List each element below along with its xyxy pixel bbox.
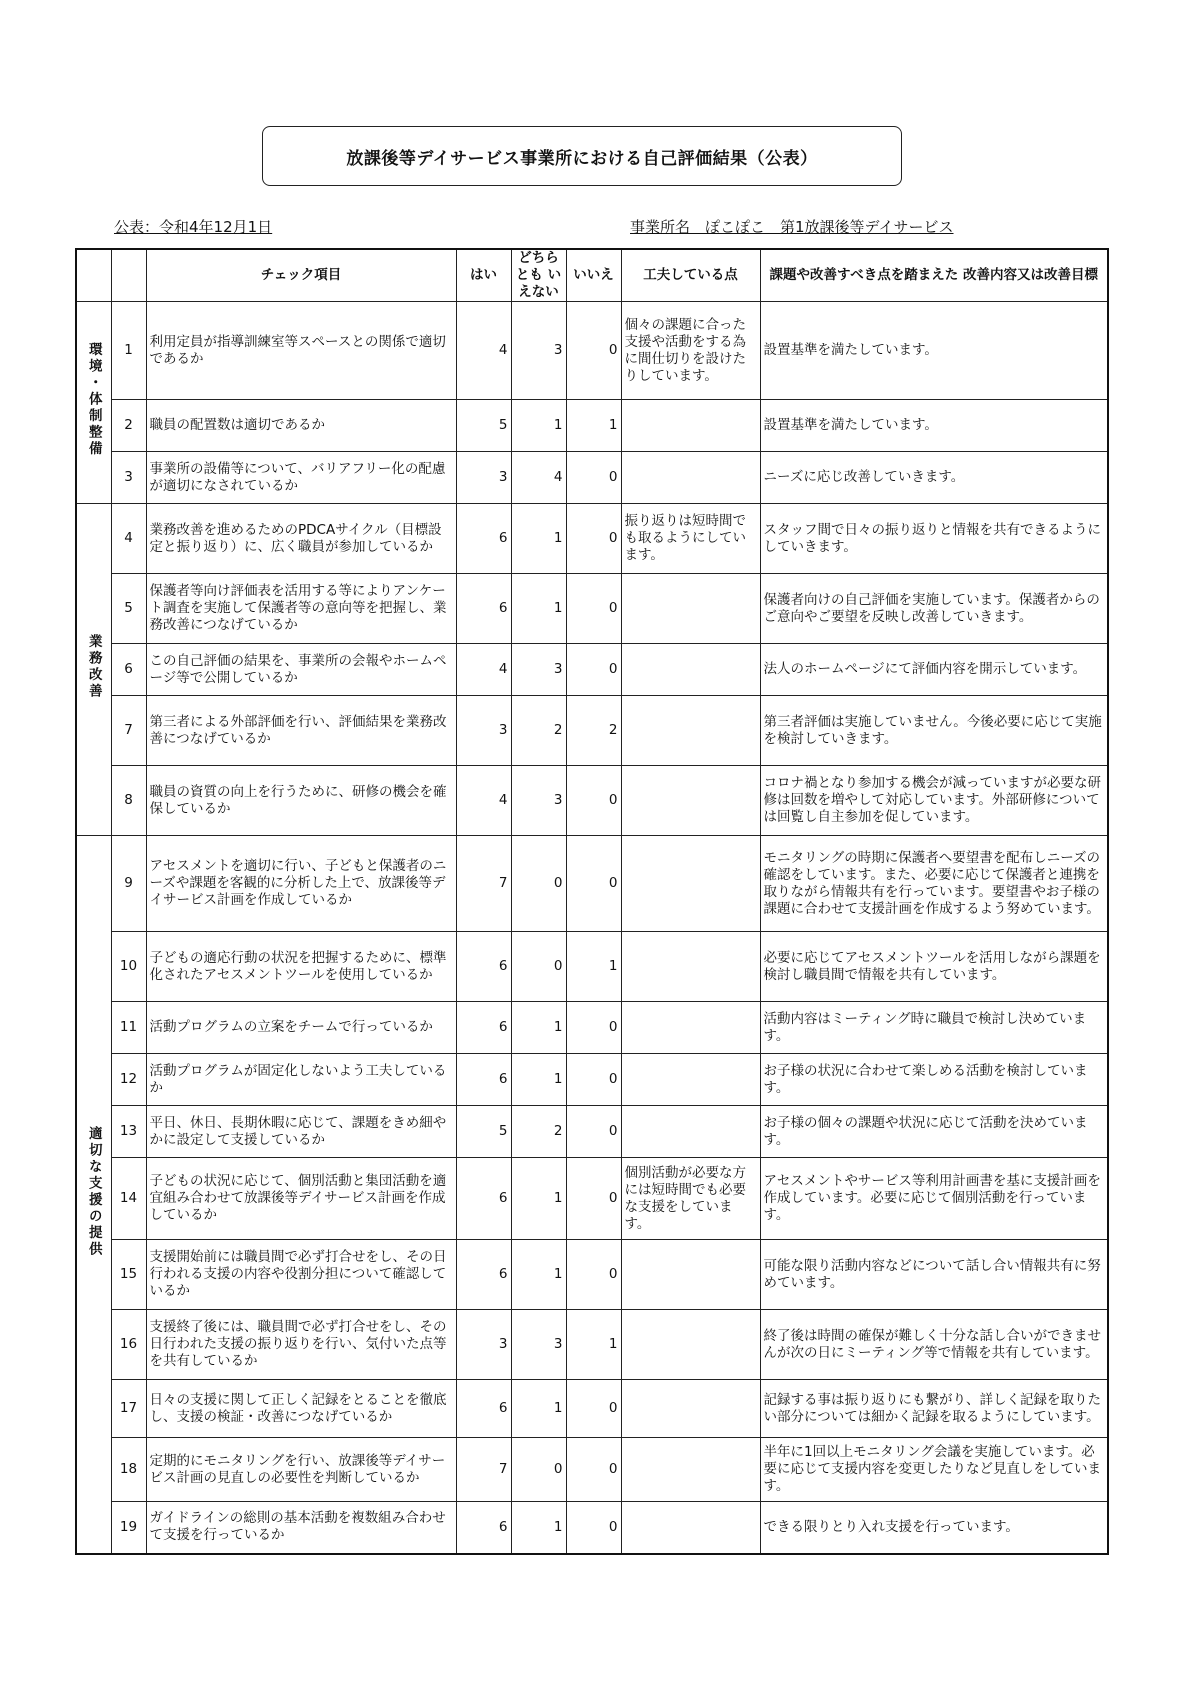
count-neither: 1 <box>511 574 566 644</box>
header-no: いいえ <box>566 249 621 302</box>
count-neither: 1 <box>511 1380 566 1438</box>
count-no: 0 <box>566 1438 621 1502</box>
table-row <box>76 1502 1108 1554</box>
row-number: 11 <box>111 1002 146 1054</box>
row-number: 10 <box>111 932 146 1002</box>
improvement-text: 第三者評価は実施していません。今後必要に応じて実施を検討していきます。 <box>760 696 1108 766</box>
count-no: 0 <box>566 302 621 400</box>
page-title: 放課後等デイサービス事業所における自己評価結果（公表） <box>262 126 902 186</box>
check-item: 支援終了後には、職員間で必ず打合せをし、その日行われた支援の振り返りを行い、気付いた点等を共有しているか <box>146 1310 456 1380</box>
row-number: 4 <box>111 504 146 574</box>
check-item: 業務改善を進めるためのPDCAサイクル（目標設定と振り返り）に、広く職員が参加しているか <box>146 504 456 574</box>
count-no: 0 <box>566 1380 621 1438</box>
check-item: 職員の配置数は適切であるか <box>146 400 456 452</box>
row-number: 12 <box>111 1054 146 1106</box>
count-yes: 3 <box>456 696 511 766</box>
count-neither: 2 <box>511 1106 566 1158</box>
table-row <box>76 1380 1108 1438</box>
check-item: 利用定員が指導訓練室等スペースとの関係で適切であるか <box>146 302 456 400</box>
count-no: 0 <box>566 836 621 932</box>
table-body <box>76 302 1108 1554</box>
improvement-text: 保護者向けの自己評価を実施しています。保護者からのご意向やご要望を反映し改善していきます。 <box>760 574 1108 644</box>
count-neither: 1 <box>511 1054 566 1106</box>
improvement-text: スタッフ間で日々の振り返りと情報を共有できるようにしていきます。 <box>760 504 1108 574</box>
improvement-text: 設置基準を満たしています。 <box>760 302 1108 400</box>
effort-text <box>621 1106 760 1158</box>
row-number: 13 <box>111 1106 146 1158</box>
count-no: 0 <box>566 1240 621 1310</box>
check-item: 日々の支援に関して正しく記録をとることを徹底し、支援の検証・改善につなげているか <box>146 1380 456 1438</box>
table-row <box>76 302 1108 400</box>
row-number: 9 <box>111 836 146 932</box>
header-yes: はい <box>456 249 511 302</box>
improvement-text: 記録する事は振り返りにも繋がり、詳しく記録を取りたい部分については細かく記録を取るようにしています。 <box>760 1380 1108 1438</box>
count-no: 0 <box>566 766 621 836</box>
count-neither: 1 <box>511 1502 566 1554</box>
count-neither: 0 <box>511 932 566 1002</box>
count-neither: 3 <box>511 302 566 400</box>
count-neither: 2 <box>511 696 566 766</box>
count-yes: 6 <box>456 504 511 574</box>
effort-text <box>621 1002 760 1054</box>
improvement-text: お子様の状況に合わせて楽しめる活動を検討しています。 <box>760 1054 1108 1106</box>
count-no: 0 <box>566 1158 621 1240</box>
count-no: 0 <box>566 504 621 574</box>
count-neither: 3 <box>511 766 566 836</box>
improvement-text: コロナ禍となり参加する機会が減っていますが必要な研修は回数を増やして対応しています。外部研修については回覧し自主参加を促しています。 <box>760 766 1108 836</box>
count-neither: 3 <box>511 1310 566 1380</box>
count-no: 1 <box>566 1310 621 1380</box>
row-number: 5 <box>111 574 146 644</box>
effort-text <box>621 400 760 452</box>
effort-text <box>621 932 760 1002</box>
count-yes: 3 <box>456 1310 511 1380</box>
check-item: 子どもの適応行動の状況を把握するために、標準化されたアセスメントツールを使用しているか <box>146 932 456 1002</box>
row-number: 16 <box>111 1310 146 1380</box>
table-header-row <box>76 249 1108 302</box>
table-row <box>76 1310 1108 1380</box>
effort-text <box>621 1054 760 1106</box>
header-number <box>111 249 146 302</box>
improvement-text: 終了後は時間の確保が難しく十分な話し合いができませんが次の日にミーティング等で情報を共有しています。 <box>760 1310 1108 1380</box>
header-effort: 工夫している点 <box>621 249 760 302</box>
count-neither: 3 <box>511 644 566 696</box>
effort-text <box>621 1310 760 1380</box>
header-comment: 課題や改善すべき点を踏まえた 改善内容又は改善目標 <box>760 249 1108 302</box>
check-item: 活動プログラムの立案をチームで行っているか <box>146 1002 456 1054</box>
count-yes: 4 <box>456 302 511 400</box>
count-neither: 1 <box>511 504 566 574</box>
effort-text <box>621 696 760 766</box>
row-number: 3 <box>111 452 146 504</box>
count-yes: 6 <box>456 1502 511 1554</box>
count-yes: 6 <box>456 1002 511 1054</box>
improvement-text: 法人のホームページにて評価内容を開示しています。 <box>760 644 1108 696</box>
improvement-text: ニーズに応じ改善していきます。 <box>760 452 1108 504</box>
improvement-text: 可能な限り活動内容などについて話し合い情報共有に努めています。 <box>760 1240 1108 1310</box>
table-row <box>76 644 1108 696</box>
header-neither: どちらとも いえない <box>511 249 566 302</box>
row-number: 8 <box>111 766 146 836</box>
check-item: 子どもの状況に応じて、個別活動と集団活動を適宜組み合わせて放課後等デイサービス計画を作成しているか <box>146 1158 456 1240</box>
count-yes: 7 <box>456 836 511 932</box>
count-no: 0 <box>566 1502 621 1554</box>
category-cell <box>76 302 111 504</box>
header-item: チェック項目 <box>146 249 456 302</box>
improvement-text: モニタリングの時期に保護者へ要望書を配布しニーズの確認をしています。また、必要に応じて保護者と連携を取りながら情報共有を行っています。要望書やお子様の課題に合わせて支援計画を作成するよう努めています。 <box>760 836 1108 932</box>
row-number: 2 <box>111 400 146 452</box>
count-neither: 0 <box>511 1438 566 1502</box>
table-row <box>76 400 1108 452</box>
row-number: 18 <box>111 1438 146 1502</box>
table-row <box>76 1158 1108 1240</box>
publish-date: 公表：令和4年12月1日 <box>114 218 273 236</box>
count-neither: 1 <box>511 1240 566 1310</box>
table-row <box>76 1240 1108 1310</box>
check-item: 支援開始前には職員間で必ず打合せをし、その日行われる支援の内容や役割分担について確認しているか <box>146 1240 456 1310</box>
count-neither: 1 <box>511 1002 566 1054</box>
count-no: 0 <box>566 452 621 504</box>
check-item: 活動プログラムが固定化しないよう工夫しているか <box>146 1054 456 1106</box>
count-yes: 6 <box>456 1240 511 1310</box>
table-row <box>76 696 1108 766</box>
check-item: 事業所の設備等について、バリアフリー化の配慮が適切になされているか <box>146 452 456 504</box>
improvement-text: 設置基準を満たしています。 <box>760 400 1108 452</box>
count-yes: 6 <box>456 574 511 644</box>
table-row <box>76 932 1108 1002</box>
count-no: 0 <box>566 1002 621 1054</box>
effort-text: 個々の課題に合った支援や活動をする為に間仕切りを設けたりしています。 <box>621 302 760 400</box>
table-row <box>76 1054 1108 1106</box>
table-row <box>76 574 1108 644</box>
effort-text: 個別活動が必要な方には短時間でも必要な支援をしています。 <box>621 1158 760 1240</box>
count-yes: 6 <box>456 1380 511 1438</box>
count-yes: 5 <box>456 1106 511 1158</box>
check-item: 定期的にモニタリングを行い、放課後等デイサービス計画の見直しの必要性を判断しているか <box>146 1438 456 1502</box>
row-number: 1 <box>111 302 146 400</box>
effort-text <box>621 1502 760 1554</box>
table-row <box>76 1106 1108 1158</box>
count-yes: 6 <box>456 1158 511 1240</box>
effort-text <box>621 644 760 696</box>
count-neither: 1 <box>511 400 566 452</box>
check-item: 職員の資質の向上を行うために、研修の機会を確保しているか <box>146 766 456 836</box>
check-item: アセスメントを適切に行い、子どもと保護者のニーズや課題を客観的に分析した上で、放課後等デイサービス計画を作成しているか <box>146 836 456 932</box>
evaluation-table <box>75 248 1109 1555</box>
row-number: 6 <box>111 644 146 696</box>
effort-text: 振り返りは短時間でも取るようにしています。 <box>621 504 760 574</box>
table-row <box>76 766 1108 836</box>
count-yes: 5 <box>456 400 511 452</box>
table-row <box>76 836 1108 932</box>
row-number: 14 <box>111 1158 146 1240</box>
effort-text <box>621 574 760 644</box>
category-cell <box>76 836 111 1554</box>
category-label: 環境・体制整備 <box>85 342 102 458</box>
row-number: 15 <box>111 1240 146 1310</box>
check-item: 第三者による外部評価を行い、評価結果を業務改善につなげているか <box>146 696 456 766</box>
category-label: 適切な支援の提供 <box>85 1125 102 1258</box>
count-no: 2 <box>566 696 621 766</box>
count-yes: 6 <box>456 1054 511 1106</box>
category-label: 業務改善 <box>85 634 102 700</box>
improvement-text: 半年に1回以上モニタリング会議を実施しています。必要に応じて支援内容を変更したりなど見直しをしています。 <box>760 1438 1108 1502</box>
improvement-text: お子様の個々の課題や状況に応じて活動を決めています。 <box>760 1106 1108 1158</box>
facility-name: 事業所名 ぽこぽこ 第1放課後等デイサービス <box>630 218 954 236</box>
improvement-text: 活動内容はミーティング時に職員で検討し決めています。 <box>760 1002 1108 1054</box>
count-neither: 4 <box>511 452 566 504</box>
count-yes: 3 <box>456 452 511 504</box>
table-row <box>76 504 1108 574</box>
count-neither: 1 <box>511 1158 566 1240</box>
count-no: 1 <box>566 932 621 1002</box>
improvement-text: アセスメントやサービス等利用計画書を基に支援計画を作成しています。必要に応じて個別活動を行っています。 <box>760 1158 1108 1240</box>
count-yes: 4 <box>456 644 511 696</box>
effort-text <box>621 836 760 932</box>
improvement-text: 必要に応じてアセスメントツールを活用しながら課題を検討し職員間で情報を共有しています。 <box>760 932 1108 1002</box>
check-item: ガイドラインの総則の基本活動を複数組み合わせて支援を行っているか <box>146 1502 456 1554</box>
table-row <box>76 1002 1108 1054</box>
table-row <box>76 1438 1108 1502</box>
effort-text <box>621 1380 760 1438</box>
count-no: 0 <box>566 1054 621 1106</box>
effort-text <box>621 766 760 836</box>
count-yes: 4 <box>456 766 511 836</box>
category-cell <box>76 504 111 836</box>
count-no: 0 <box>566 1106 621 1158</box>
row-number: 7 <box>111 696 146 766</box>
row-number: 17 <box>111 1380 146 1438</box>
count-yes: 6 <box>456 932 511 1002</box>
check-item: この自己評価の結果を、事業所の会報やホームページ等で公開しているか <box>146 644 456 696</box>
check-item: 平日、休日、長期休暇に応じて、課題をきめ細やかに設定して支援しているか <box>146 1106 456 1158</box>
check-item: 保護者等向け評価表を活用する等によりアンケート調査を実施して保護者等の意向等を把握し、業務改善につなげているか <box>146 574 456 644</box>
count-yes: 7 <box>456 1438 511 1502</box>
improvement-text: できる限りとり入れ支援を行っています。 <box>760 1502 1108 1554</box>
count-no: 0 <box>566 574 621 644</box>
count-neither: 0 <box>511 836 566 932</box>
effort-text <box>621 1240 760 1310</box>
count-no: 1 <box>566 400 621 452</box>
header-category <box>76 249 111 302</box>
table-row <box>76 452 1108 504</box>
count-no: 0 <box>566 644 621 696</box>
row-number: 19 <box>111 1502 146 1554</box>
effort-text <box>621 452 760 504</box>
effort-text <box>621 1438 760 1502</box>
